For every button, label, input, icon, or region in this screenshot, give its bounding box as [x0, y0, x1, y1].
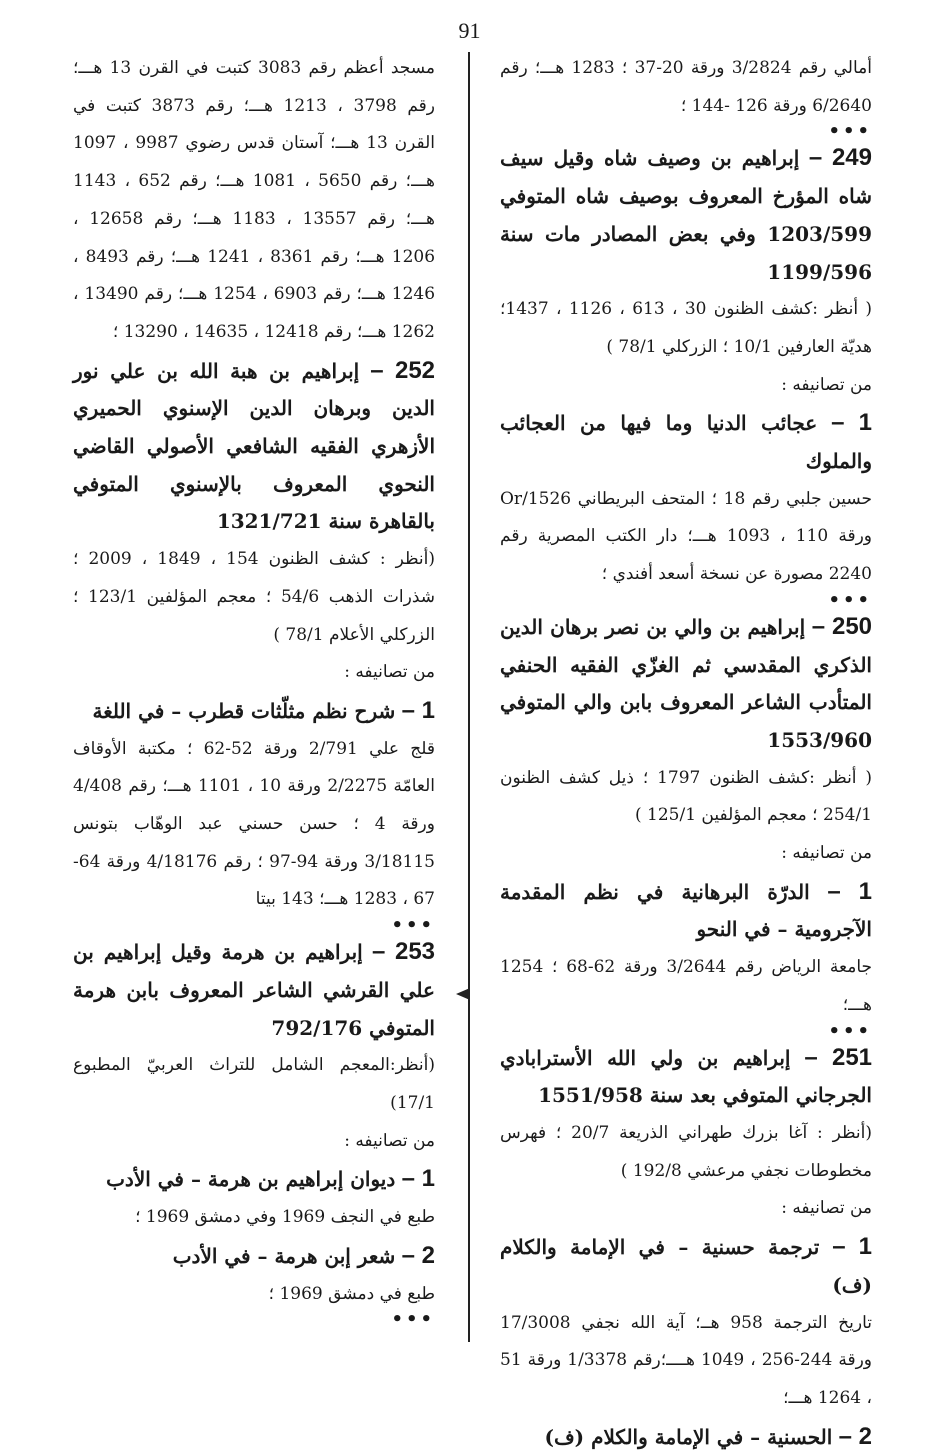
entry-sources: (أنظر : آغا بزرك طهراني الذريعة 20/7 ؛ فهرس مخطوطات نجفي مرعشي 192/8 )	[500, 1122, 873, 1181]
works-heading: من تصانيفه :	[781, 1198, 872, 1219]
entry-number: 251 –	[804, 1043, 873, 1071]
continued-reference: أمالي رقم 3/2824 ورقة 20-37 ؛ 1283 هـــ؛ رقم 6/2640 ورقة 126 -144 ؛	[500, 58, 872, 116]
works-heading: من تصانيفه :	[344, 1130, 435, 1151]
entry-number: 253 –	[372, 938, 436, 966]
separator-dots: •••	[828, 589, 872, 611]
manuscript-reference: تاريخ الترجمة 958 هــ؛ آية الله نجفي 17/3008 ورقة 244-256 ، 1049 هــــ؛رقم 1/3378 ورقة 51 ، 1264 هـــ؛	[500, 1312, 872, 1408]
work-item	[73, 1160, 435, 1199]
work-item	[73, 1237, 435, 1276]
manuscript-reference: طبع في دمشق 1969 ؛	[268, 1283, 435, 1304]
works-heading: من تصانيفه :	[781, 374, 872, 395]
left-column	[73, 50, 436, 1331]
separator-dots: •••	[828, 1020, 872, 1042]
entry-249	[500, 139, 872, 291]
separator-dots: •••	[391, 1309, 435, 1331]
entry-sources: ( أنظر :كشف الظنون 1797 ؛ ذيل كشف الظنون 254/1 ؛ معجم المؤلفين 125/1 )	[500, 767, 873, 826]
work-number: 1 –	[401, 696, 435, 724]
entry-number: 252 –	[370, 356, 436, 384]
manuscript-reference: طبع في النجف 1969 وفي دمشق 1969 ؛	[135, 1207, 435, 1228]
work-item	[500, 873, 872, 949]
work-item	[500, 1418, 872, 1456]
work-number: 2 –	[838, 1422, 872, 1450]
entry-number: 250 –	[811, 612, 873, 640]
work-item	[73, 692, 435, 731]
entry-253	[73, 933, 435, 1047]
separator-dots: •••	[828, 121, 872, 143]
entry-251	[500, 1039, 872, 1115]
entry-250	[500, 608, 872, 760]
work-number: 1 –	[401, 1165, 435, 1193]
column-divider	[468, 52, 470, 1342]
entry-title: إبراهيم بن هبة الله بن علي نور الدين وبرهان الدين الإسنوي الحميري الأزهري الفقيه الشافعي الأصولي القاضي النحوي المعروف بالإسنوي المتوفي بالقاهرة سنة 1321/721	[73, 358, 435, 534]
entry-title: إبراهيم بن هرمة وقيل إبراهيم بن علي القرشي الشاعر المعروف بابن هرمة المتوفي 792/176	[73, 940, 435, 1040]
work-number: 1 –	[827, 877, 873, 905]
work-title: عجائب الدنيا وما فيها من العجائب والملوك	[500, 411, 872, 474]
work-title: الدرّة البرهانية في نظم المقدمة الآجرومية – في النحو	[500, 879, 872, 942]
work-number: 1 –	[832, 1233, 873, 1261]
manuscript-reference: جامعة الرياض رقم 3/2644 ورقة 62-68 ؛ 1254 هـــ؛	[500, 957, 873, 1015]
work-title: شعر إبن هرمة – في الأدب	[172, 1243, 396, 1268]
work-number: 2 –	[401, 1241, 435, 1269]
entry-252	[73, 352, 435, 542]
continued-reference: مسجد أعظم رقم 3083 كتبت في القرن 13 هـــ؛ رقم 3798 ، 1213 هـــ؛ رقم 3873 كتبت في القرن 13 هـــ؛ آستان قدس رضوي 9987 ، 1097 هـــ؛ رقم 5650 ، 1081 هـــ؛ رقم 652 ، 1143 هـــ؛ رقم 13557 ، 1183 هـــ؛ رقم 12658 ، 1206 هـــ؛ رقم 8361 ، 1241 هـــ؛ رقم 8493 ، 1246 هـــ؛ رقم 6903 ، 1254 هـــ؛ رقم 13490 ، 1262 هـــ؛ رقم 12418 ، 14635 ، 13290 ؛	[73, 58, 436, 342]
entry-number: 249 –	[808, 144, 872, 172]
works-heading: من تصانيفه :	[781, 843, 872, 864]
entry-sources: (أنظر : كشف الظنون 154 ، 1849 ، 2009 ؛ شذرات الذهب 54/6 ؛ معجم المؤلفين 123/1 ؛ الزركلي الأعلام 78/1 )	[73, 549, 436, 645]
separator-dots: •••	[391, 915, 435, 937]
works-heading: من تصانيفه :	[344, 662, 435, 683]
work-item	[500, 1228, 872, 1304]
work-item	[500, 404, 872, 480]
work-title: ترجمة حسنية – في الإمامة والكلام (ف)	[500, 1235, 872, 1297]
right-column	[500, 50, 872, 1456]
entry-sources: (أنظر:المعجم الشامل للتراث العربيّ المطبوع 17/1)	[73, 1055, 435, 1113]
work-title: الحسنية – في الإمامة والكلام (ف)	[544, 1424, 833, 1449]
work-title: شرح نظم مثلّثات قطرب – في اللغة	[92, 698, 396, 723]
work-number: 1 –	[831, 409, 873, 437]
margin-arrow-mark	[456, 988, 470, 1000]
entry-title: إبراهيم بن ولي الله الأسترابادي الجرجاني المتوفي بعد سنة 1551/958	[500, 1045, 872, 1108]
manuscript-reference: قلج علي 2/791 ورقة 52-62 ؛ مكتبة الأوقاف العامّة 2/2275 ورقة 10 ، 1101 هـــ؛ رقم 4/408 ورقة 4 ؛ حسن حسني عبد الوهّاب بتونس 3/18115 ورقة 94-97 ؛ رقم 4/18176 ورقة 64-67 ، 1283 هـــ؛ 143 بيتا	[73, 738, 436, 910]
page-number: 91	[458, 18, 481, 43]
entry-title: إبراهيم بن وصيف شاه وقيل سيف شاه المؤرخ المعروف بوصيف شاه المتوفي 1203/599 وفي بعض المصادر مات سنة 1199/596	[500, 146, 872, 284]
entry-title: إبراهيم بن والي بن نصر برهان الدين الذكري المقدسي ثم الغزّي الفقيه الحنفي المتأدب الشاعر المعروف بابن والي المتوفي 1553/960	[500, 614, 872, 752]
manuscript-reference: حسين جلبي رقم 18 ؛ المتحف البريطاني 1526/Or ورقة 110 ، 1093 هـــ؛ دار الكتب المصرية رقم 2240 مصورة عن نسخة أسعد أفندي ؛	[500, 488, 872, 585]
entry-sources: ( أنظر :كشف الظنون 30 ، 613 ، 1126 ، 1437؛ هديّة العارفين 10/1 ؛ الزركلي 78/1 )	[500, 299, 872, 357]
work-title: ديوان إبراهيم بن هرمة – في الأدب	[106, 1167, 396, 1192]
